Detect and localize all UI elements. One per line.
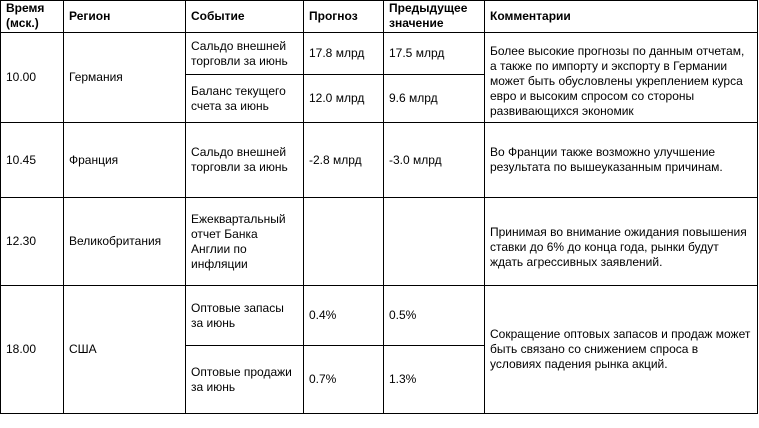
event-cell: Ежеквартальный отчет Банка Англии по инфляции [186,198,304,286]
event-cell: Сальдо внешней торговли за июнь [186,123,304,198]
header-row [1,1,758,33]
event-cell: Оптовые запасы за июнь [186,286,304,346]
region-cell: Великобритания [64,198,186,286]
comment-cell: Во Франции также возможно улучшение результата по вышеуказанным причинам. [485,123,758,198]
event-cell: Сальдо внешней торговли за июнь [186,33,304,75]
previous-cell: -3.0 млрд [384,123,485,198]
header-time: Время (мск.) [1,1,64,33]
table-row [1,286,758,346]
forecast-cell: 17.8 млрд [304,33,384,75]
previous-cell: 1.3% [384,346,485,414]
forecast-cell: -2.8 млрд [304,123,384,198]
region-cell: Германия [64,33,186,123]
forecast-cell: 12.0 млрд [304,75,384,123]
region-cell: Франция [64,123,186,198]
time-cell: 12.30 [1,198,64,286]
header-forecast: Прогноз [304,1,384,33]
forecast-cell: 0.7% [304,346,384,414]
comment-cell: Более высокие прогнозы по данным отчетам, а также по импорту и экспорту в Германии может быть обусловлены укреплением курса евро и высоким спросом со стороны развивающихся экономик [485,33,758,123]
time-cell: 10.00 [1,33,64,123]
table-row [1,198,758,286]
time-cell: 10.45 [1,123,64,198]
comment-cell: Принимая во внимание ожидания повышения ставки до 6% до конца года, рынки будут ждать агрессивных заявлений. [485,198,758,286]
event-cell: Оптовые продажи за июнь [186,346,304,414]
forecast-cell [304,198,384,286]
header-event: Событие [186,1,304,33]
previous-cell: 17.5 млрд [384,33,485,75]
previous-cell: 9.6 млрд [384,75,485,123]
comment-cell: Сокращение оптовых запасов и продаж может быть связано со снижением спроса в условиях падения рынка акций. [485,286,758,414]
table-row [1,33,758,75]
table-row [1,123,758,198]
previous-cell: 0.5% [384,286,485,346]
header-comments: Комментарии [485,1,758,33]
previous-cell [384,198,485,286]
region-cell: США [64,286,186,414]
forecast-cell: 0.4% [304,286,384,346]
header-region: Регион [64,1,186,33]
time-cell: 18.00 [1,286,64,414]
event-cell: Баланс текущего счета за июнь [186,75,304,123]
header-previous: Предыдущее значение [384,1,485,33]
